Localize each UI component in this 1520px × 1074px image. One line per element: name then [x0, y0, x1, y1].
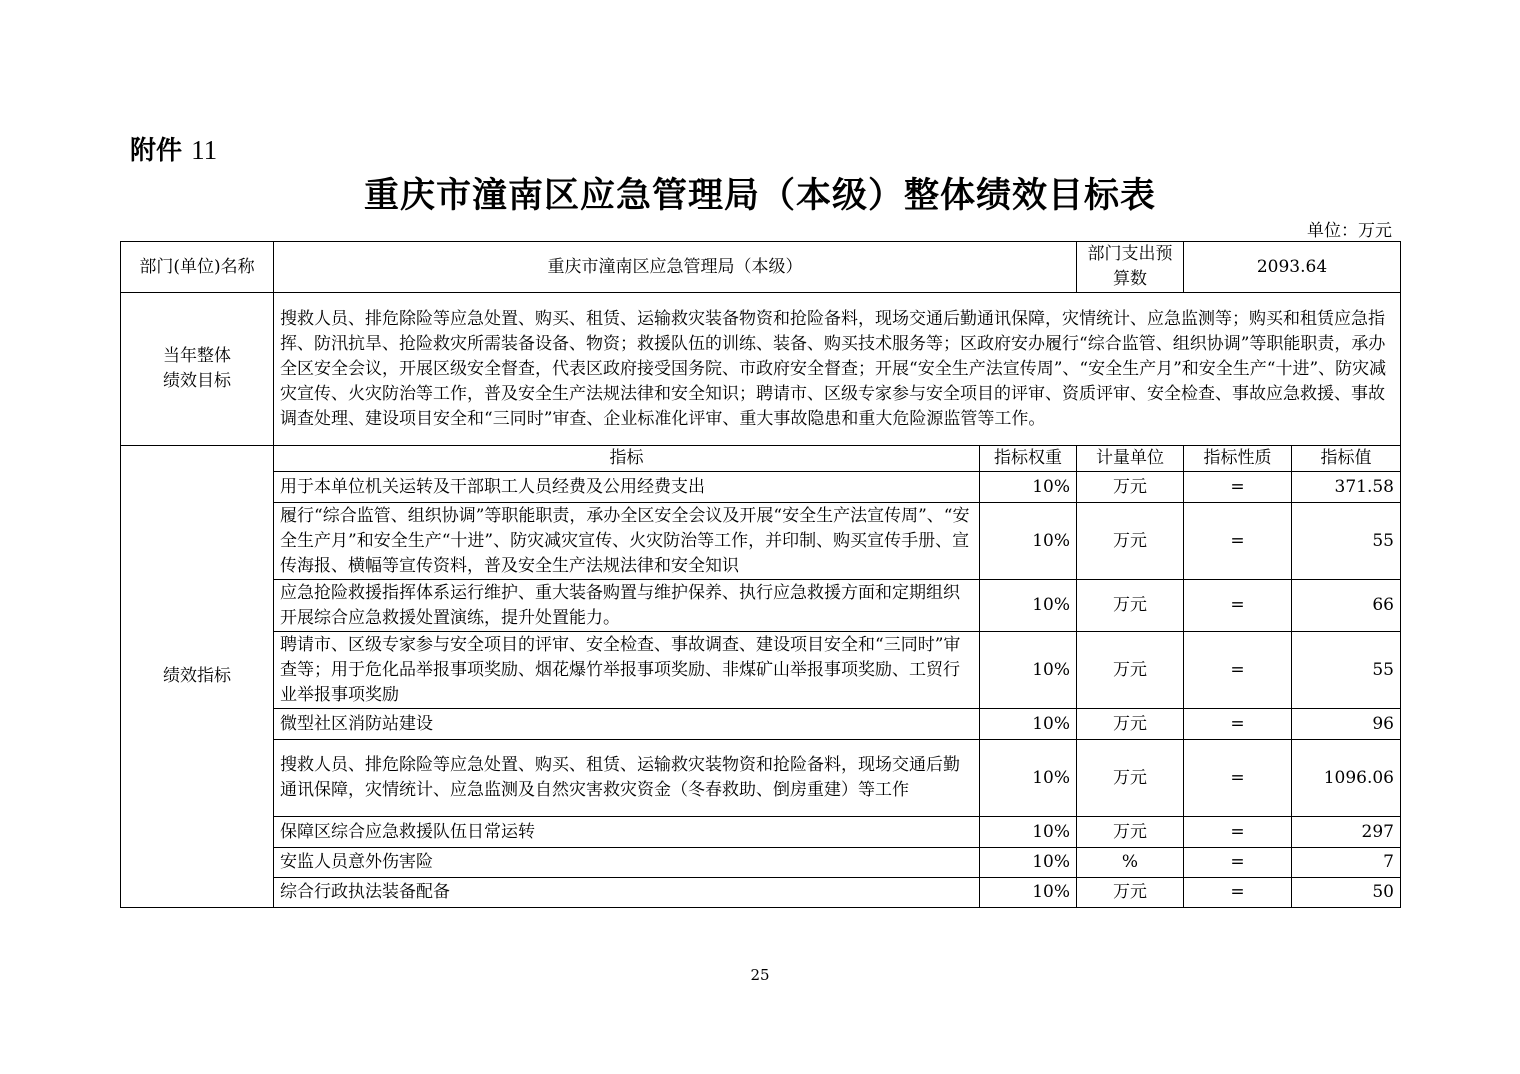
indicator-weight-cell: 10%: [980, 740, 1077, 817]
table-row: [121, 503, 1401, 580]
indicator-nature-cell: =: [1184, 503, 1292, 580]
header-nature: 指标性质: [1184, 446, 1292, 472]
annual-goal-label-line2: 绩效目标: [163, 371, 231, 391]
indicator-unit-cell: 万元: [1077, 709, 1184, 740]
indicator-weight-cell: 10%: [980, 472, 1077, 503]
indicator-weight-cell: 10%: [980, 503, 1077, 580]
indicator-nature-cell: =: [1184, 580, 1292, 632]
indicator-name-cell: 综合行政执法装备配备: [274, 878, 980, 908]
indicator-unit-cell: 万元: [1077, 472, 1184, 503]
table-row: [121, 632, 1401, 709]
table-row: [121, 878, 1401, 908]
indicator-weight-cell: 10%: [980, 848, 1077, 878]
indicator-nature-cell: =: [1184, 817, 1292, 848]
indicator-nature-cell: =: [1184, 740, 1292, 817]
indicator-nature-cell: =: [1184, 472, 1292, 503]
indicator-value-cell: 1096.06: [1292, 740, 1401, 817]
indicator-unit-cell: 万元: [1077, 878, 1184, 908]
indicator-name-cell: 保障区综合应急救援队伍日常运转: [274, 817, 980, 848]
indicator-nature-cell: =: [1184, 878, 1292, 908]
dept-info-row: [121, 242, 1401, 293]
page-title: 重庆市潼南区应急管理局（本级）整体绩效目标表: [363, 176, 1156, 216]
indicator-weight-cell: 10%: [980, 632, 1077, 709]
indicator-value-cell: 7: [1292, 848, 1401, 878]
attachment-number: 11: [191, 135, 218, 165]
attachment-label: [130, 130, 217, 167]
annual-goal-label-cell: [121, 293, 274, 446]
indicator-value-cell: 96: [1292, 709, 1401, 740]
performance-table: [120, 241, 1401, 908]
attachment-text: 附件: [130, 136, 183, 166]
indicator-section-label-cell: 绩效指标: [121, 446, 274, 908]
table-row: [121, 740, 1401, 817]
indicator-unit-cell: 万元: [1077, 632, 1184, 709]
table-row: [121, 580, 1401, 632]
table-row: [121, 472, 1401, 503]
indicator-unit-cell: 万元: [1077, 580, 1184, 632]
indicator-weight-cell: 10%: [980, 878, 1077, 908]
annual-goal-label-line1: 当年整体: [163, 346, 231, 366]
indicator-unit-cell: 万元: [1077, 817, 1184, 848]
header-weight: 指标权重: [980, 446, 1077, 472]
indicator-name-cell: 安监人员意外伤害险: [274, 848, 980, 878]
indicator-name-cell: 微型社区消防站建设: [274, 709, 980, 740]
indicator-value-cell: 297: [1292, 817, 1401, 848]
annual-goal-row: [121, 293, 1401, 446]
indicator-header-row: [121, 446, 1401, 472]
dept-label-cell: 部门(单位)名称: [121, 242, 274, 293]
indicator-value-cell: 66: [1292, 580, 1401, 632]
table-row: [121, 709, 1401, 740]
indicator-weight-cell: 10%: [980, 709, 1077, 740]
indicator-value-cell: 371.58: [1292, 472, 1401, 503]
indicator-name-cell: 用于本单位机关运转及干部职工人员经费及公用经费支出: [274, 472, 980, 503]
table-row: [121, 848, 1401, 878]
indicator-nature-cell: =: [1184, 709, 1292, 740]
budget-value-cell: 2093.64: [1184, 242, 1401, 293]
indicator-unit-cell: %: [1077, 848, 1184, 878]
page-number: 25: [750, 966, 770, 984]
indicator-unit-cell: 万元: [1077, 503, 1184, 580]
dept-name-cell: 重庆市潼南区应急管理局（本级）: [274, 242, 1077, 293]
indicator-value-cell: 55: [1292, 503, 1401, 580]
indicator-name-cell: 应急抢险救援指挥体系运行维护、重大装备购置与维护保养、执行应急救援方面和定期组织开展综合应急救援处置演练，提升处置能力。: [274, 580, 980, 632]
indicator-name-cell: 履行“综合监管、组织协调”等职能职责，承办全区安全会议及开展“安全生产法宣传周”、“安全生产月”和安全生产“十进”、防灾减灾宣传、火灾防治等工作，并印制、购买宣传手册、宣传海报、横幅等宣传资料，普及安全生产法规法律和安全知识: [274, 503, 980, 580]
indicator-nature-cell: =: [1184, 632, 1292, 709]
indicator-value-cell: 50: [1292, 878, 1401, 908]
budget-label-cell: 部门支出预算数: [1077, 242, 1184, 293]
indicator-value-cell: 55: [1292, 632, 1401, 709]
header-unit: 计量单位: [1077, 446, 1184, 472]
indicator-unit-cell: 万元: [1077, 740, 1184, 817]
indicator-weight-cell: 10%: [980, 580, 1077, 632]
header-indicator: 指标: [274, 446, 980, 472]
indicator-name-cell: 聘请市、区级专家参与安全项目的评审、安全检查、事故调查、建设项目安全和“三同时”审查等；用于危化品举报事项奖励、烟花爆竹举报事项奖励、非煤矿山举报事项奖励、工贸行业举报事项奖励: [274, 632, 980, 709]
table-row: [121, 817, 1401, 848]
header-value: 指标值: [1292, 446, 1401, 472]
unit-label: 单位：万元: [1307, 221, 1392, 241]
indicator-name-cell: 搜救人员、排危除险等应急处置、购买、租赁、运输救灾装物资和抢险备料，现场交通后勤通讯保障，灾情统计、应急监测及自然灾害救灾资金（冬春救助、倒房重建）等工作: [274, 740, 980, 817]
indicator-weight-cell: 10%: [980, 817, 1077, 848]
annual-goal-text-cell: 搜救人员、排危除险等应急处置、购买、租赁、运输救灾装备物资和抢险备料，现场交通后勤通讯保障，灾情统计、应急监测等；购买和租赁应急指挥、防汛抗旱、抢险救灾所需装备设备、物资；救援队伍的训练、装备、购买技术服务等；区政府安办履行“综合监管、组织协调”等职能职责，承办全区安全会议，开展区级安全督查，代表区政府接受国务院、市政府安全督查；开展“安全生产法宣传周”、“安全生产月”和安全生产“十进”、防灾减灾宣传、火灾防治等工作，普及安全生产法规法律和安全知识；聘请市、区级专家参与安全项目的评审、资质评审、安全检查、事故应急救援、事故调查处理、建设项目安全和“三同时”审查、企业标准化评审、重大事故隐患和重大危险源监管等工作。: [274, 293, 1401, 446]
indicator-nature-cell: =: [1184, 848, 1292, 878]
